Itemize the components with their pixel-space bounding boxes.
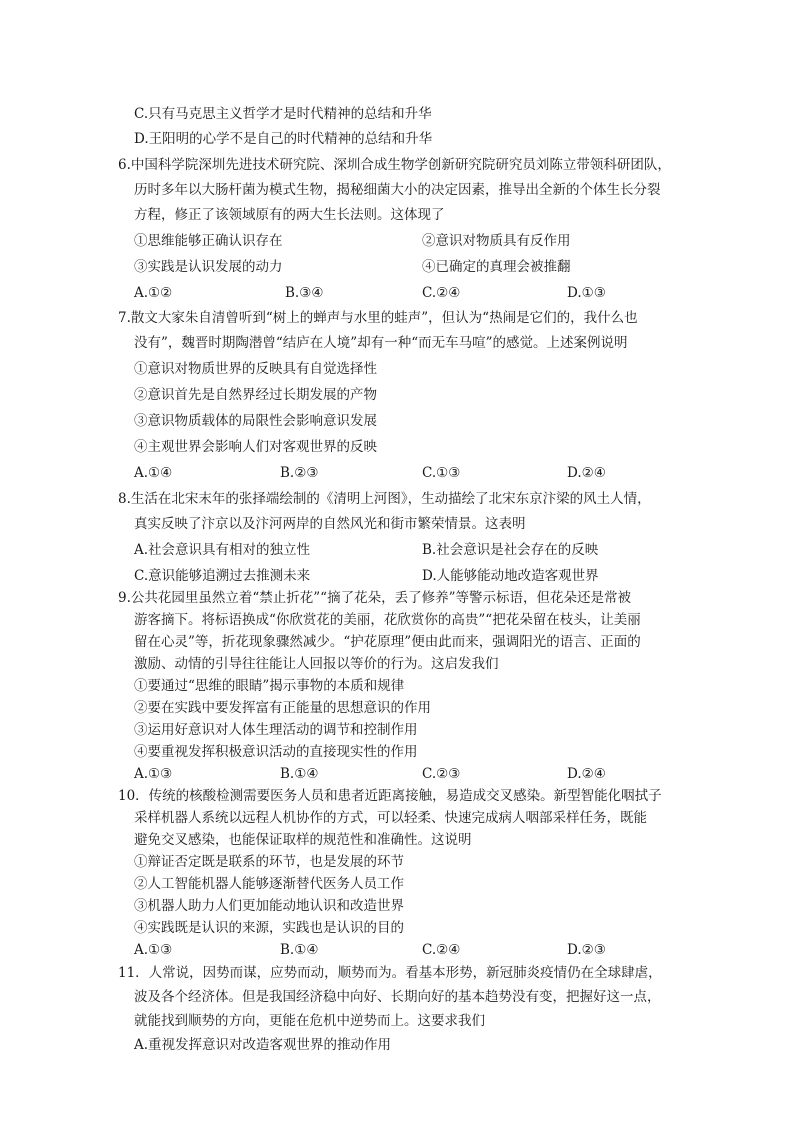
q7-statement-2: ②意识首先是自然界经过长期发展的产物 (134, 387, 377, 403)
q6-option-d: D.①③ (567, 285, 606, 301)
q10-stem-line-3: 避免交叉感染，也能保证取样的规范性和准确性。这说明 (134, 832, 472, 848)
q9-option-d: D.②④ (567, 766, 606, 782)
q10-stem-line-1: 10．传统的核酸检测需要医务人员和患者近距离接触，易造成交叉感染。新型智能化咽拭子 (118, 788, 662, 804)
q9-stem-line-3: 留在心灵”等，折花现象骤然减少。“护花原理”便由此而来，强调阳光的语言、正面的 (134, 634, 641, 650)
q9-stem-line-1: 9.公共花园里虽然立着“禁止折花”“摘了花朵，丢了修养”等警示标语，但花朵还是常被 (118, 590, 631, 606)
q6-statement-3: ③实践是认识发展的动力 (134, 259, 283, 275)
q7-stem-line-2: 没有”，魏晋时期陶潜曾“结庐在人境”却有一种“而无车马喧”的感觉。上述案例说明 (134, 335, 628, 351)
q10-statement-3: ③机器人助力人们更加能动地认识和改造世界 (134, 898, 404, 914)
q6-statement-1: ①思维能够正确认识存在 (134, 233, 283, 249)
q9-option-c: C.②③ (422, 766, 461, 782)
q6-option-a: A.①② (134, 285, 173, 301)
q9-stem-line-4: 激励、动情的引导往往能让人回报以等价的行为。这启发我们 (134, 656, 499, 672)
q10-option-c: C.②④ (422, 942, 461, 958)
q7-stem-line-1: 7.散文大家朱自清曾听到“树上的蝉声与水里的蛙声”，但认为“热闹是它们的，我什么也 (118, 310, 638, 326)
q6-stem-line-2: 历时多年以大肠杆菌为模式生物，揭秘细菌大小的决定因素，推导出全新的个体生长分裂 (134, 182, 661, 198)
q11-stem-line-2: 波及各个经济体。但是我国经济稳中向好、长期向好的基本趋势没有变，把握好这一点， (134, 989, 661, 1005)
q6-statement-2: ②意识对物质具有反作用 (422, 233, 571, 249)
q9-statement-4: ④要重视发挥积极意识活动的直接现实性的作用 (134, 744, 418, 760)
q5-option-c: C.只有马克思主义哲学才是时代精神的总结和升华 (134, 106, 432, 122)
q7-statement-3: ③意识物质载体的局限性会影响意识发展 (134, 413, 377, 429)
q10-statement-4: ④实践既是认识的来源，实践也是认识的目的 (134, 920, 404, 936)
q7-option-d: D.②④ (567, 465, 606, 481)
q8-option-a: A.社会意识具有相对的独立性 (134, 542, 311, 558)
q7-option-b: B.②③ (280, 465, 319, 481)
q10-option-a: A.①③ (134, 942, 173, 958)
q7-statement-4: ④主观世界会影响人们对客观世界的反映 (134, 439, 377, 455)
q7-option-c: C.①③ (422, 465, 461, 481)
q6-option-b: B.③④ (285, 285, 324, 301)
q10-option-d: D.②③ (567, 942, 606, 958)
q6-statement-4: ④已确定的真理会被推翻 (422, 259, 571, 275)
q7-statement-1: ①意识对物质世界的反映具有自觉选择性 (134, 361, 377, 377)
q6-option-c: C.②④ (422, 285, 461, 301)
q9-statement-3: ③运用好意识对人体生理活动的调节和控制作用 (134, 722, 418, 738)
q10-statement-1: ①辩证否定既是联系的环节，也是发展的环节 (134, 854, 404, 870)
q9-stem-line-2: 游客摘下。将标语换成“你欣赏花的美丽，花欣赏你的高贵”“把花朵留在枝头，让美丽 (134, 612, 641, 628)
q9-option-a: A.①③ (134, 766, 173, 782)
q5-option-d: D.王阳明的心学不是自己的时代精神的总结和升华 (134, 131, 433, 147)
q8-stem-line-2: 真实反映了汴京以及汴河两岸的自然风光和街市繁荣情景。这表明 (134, 516, 526, 532)
q6-stem-line-1: 6.中国科学院深圳先进技术研究院、深圳合成生物学创新研究院研究员刘陈立带领科研团队， (118, 157, 671, 173)
q10-stem-line-2: 采样机器人系统以远程人机协作的方式，可以轻柔、快速完成病人咽部采样任务，既能 (134, 810, 647, 826)
q9-statement-2: ②要在实践中要发挥富有正能量的思想意识的作用 (134, 700, 431, 716)
q10-option-b: B.①④ (280, 942, 319, 958)
q7-option-a: A.①④ (134, 465, 173, 481)
q8-option-b: B.社会意识是社会存在的反映 (422, 542, 599, 558)
q9-option-b: B.①④ (280, 766, 319, 782)
q6-stem-line-3: 方程，修正了该领域原有的两大生长法则。这体现了 (134, 207, 445, 223)
q11-option-a: A.重视发挥意识对改造客观世界的推动作用 (134, 1037, 392, 1053)
q9-statement-1: ①要通过“思维的眼睛”揭示事物的本质和规律 (134, 678, 405, 694)
q10-statement-2: ②人工智能机器人能够逐渐替代医务人员工作 (134, 876, 404, 892)
q11-stem-line-3: 就能找到顺势的方向，更能在危机中逆势而上。这要求我们 (134, 1013, 485, 1029)
q11-stem-line-1: 11．人常说，因势而谋，应势而动，顺势而为。看基本形势，新冠肺炎疫情仍在全球肆虐， (118, 965, 662, 981)
q8-option-c: C.意识能够追溯过去推测未来 (134, 568, 311, 584)
q8-option-d: D.人能够能动地改造客观世界 (422, 568, 599, 584)
q8-stem-line-1: 8.生活在北宋末年的张择端绘制的《清明上河图》，生动描绘了北宋东京汴梁的风土人情， (118, 491, 651, 507)
